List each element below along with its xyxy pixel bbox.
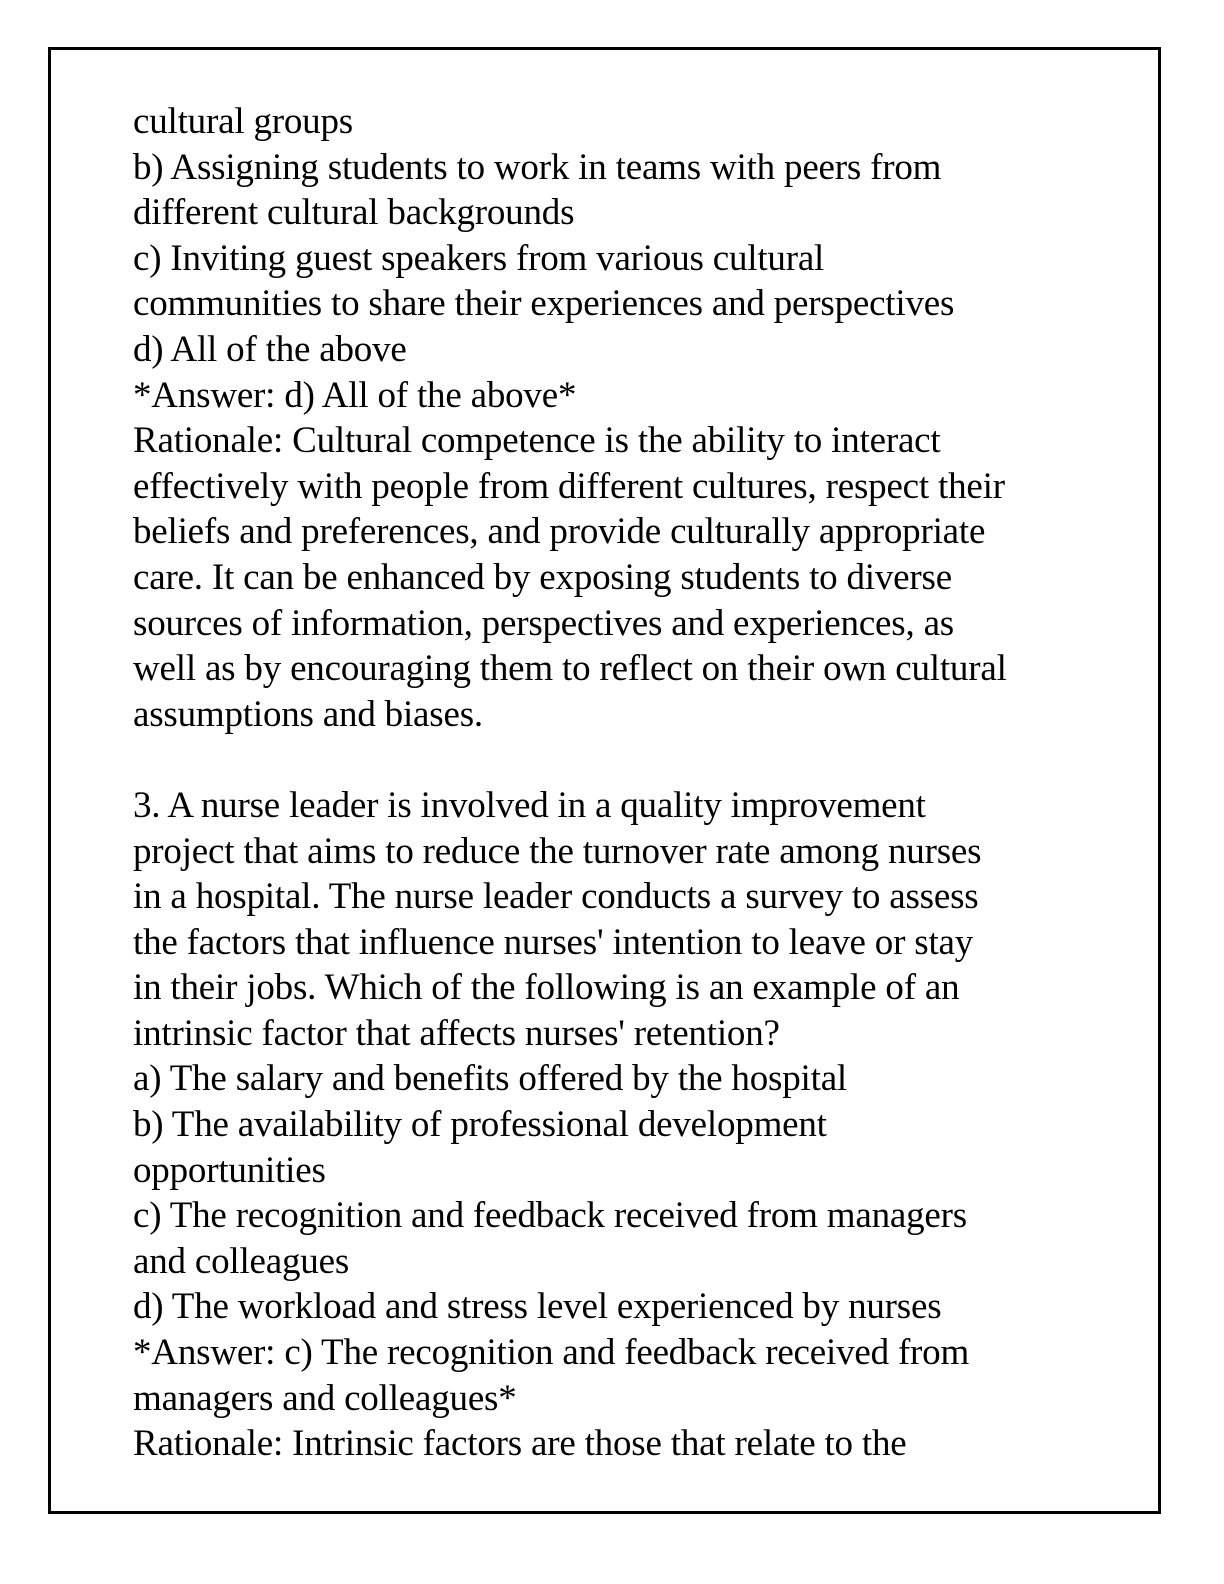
option-line: d) All of the above — [133, 328, 407, 370]
question-line: 3. A nurse leader is involved in a quality improvement — [133, 784, 926, 826]
text-line: sources of information, perspectives and experiences, as — [133, 602, 954, 644]
text-line: intrinsic factor that affects nurses' retention? — [133, 1012, 780, 1054]
text-line: well as by encouraging them to reflect on their own cultural — [133, 648, 1007, 690]
text-line: communities to share their experiences and perspectives — [133, 283, 955, 325]
text-line: beliefs and preferences, and provide culturally appropriate — [133, 511, 986, 553]
text-line: in their jobs. Which of the following is an example of an — [133, 967, 960, 1009]
text-line: cultural groups — [133, 101, 353, 142]
text-line: different cultural backgrounds — [133, 192, 575, 234]
text-line: managers and colleagues* — [133, 1377, 517, 1419]
text-line: care. It can be enhanced by exposing students to diverse — [133, 556, 952, 598]
rationale-line: Rationale: Cultural competence is the ability to interact — [133, 420, 941, 462]
option-line: a) The salary and benefits offered by the hospital — [133, 1058, 847, 1100]
option-line: d) The workload and stress level experienced by nurses — [133, 1286, 942, 1328]
text-line: project that aims to reduce the turnover rate among nurses — [133, 830, 982, 872]
text-line: in a hospital. The nurse leader conducts a survey to assess — [133, 876, 979, 918]
option-line: b) Assigning students to work in teams with peers from — [133, 146, 942, 188]
answer-line: *Answer: c) The recognition and feedback received from — [133, 1332, 970, 1374]
text-line: effectively with people from different cultures, respect their — [133, 465, 1005, 507]
option-line: c) The recognition and feedback received from managers — [133, 1195, 967, 1237]
text-line: opportunities — [133, 1149, 326, 1191]
text-line: the factors that influence nurses' intention to leave or stay — [133, 921, 974, 963]
option-line: b) The availability of professional development — [133, 1104, 827, 1146]
option-line: c) Inviting guest speakers from various cultural — [133, 237, 825, 279]
answer-line: *Answer: d) All of the above* — [133, 374, 577, 416]
rationale-line: Rationale: Intrinsic factors are those that relate to the — [133, 1423, 907, 1465]
text-line: assumptions and biases. — [133, 693, 483, 735]
document-text — [133, 99, 1133, 1467]
paragraph-gap — [133, 737, 1133, 783]
text-line: and colleagues — [133, 1240, 350, 1282]
